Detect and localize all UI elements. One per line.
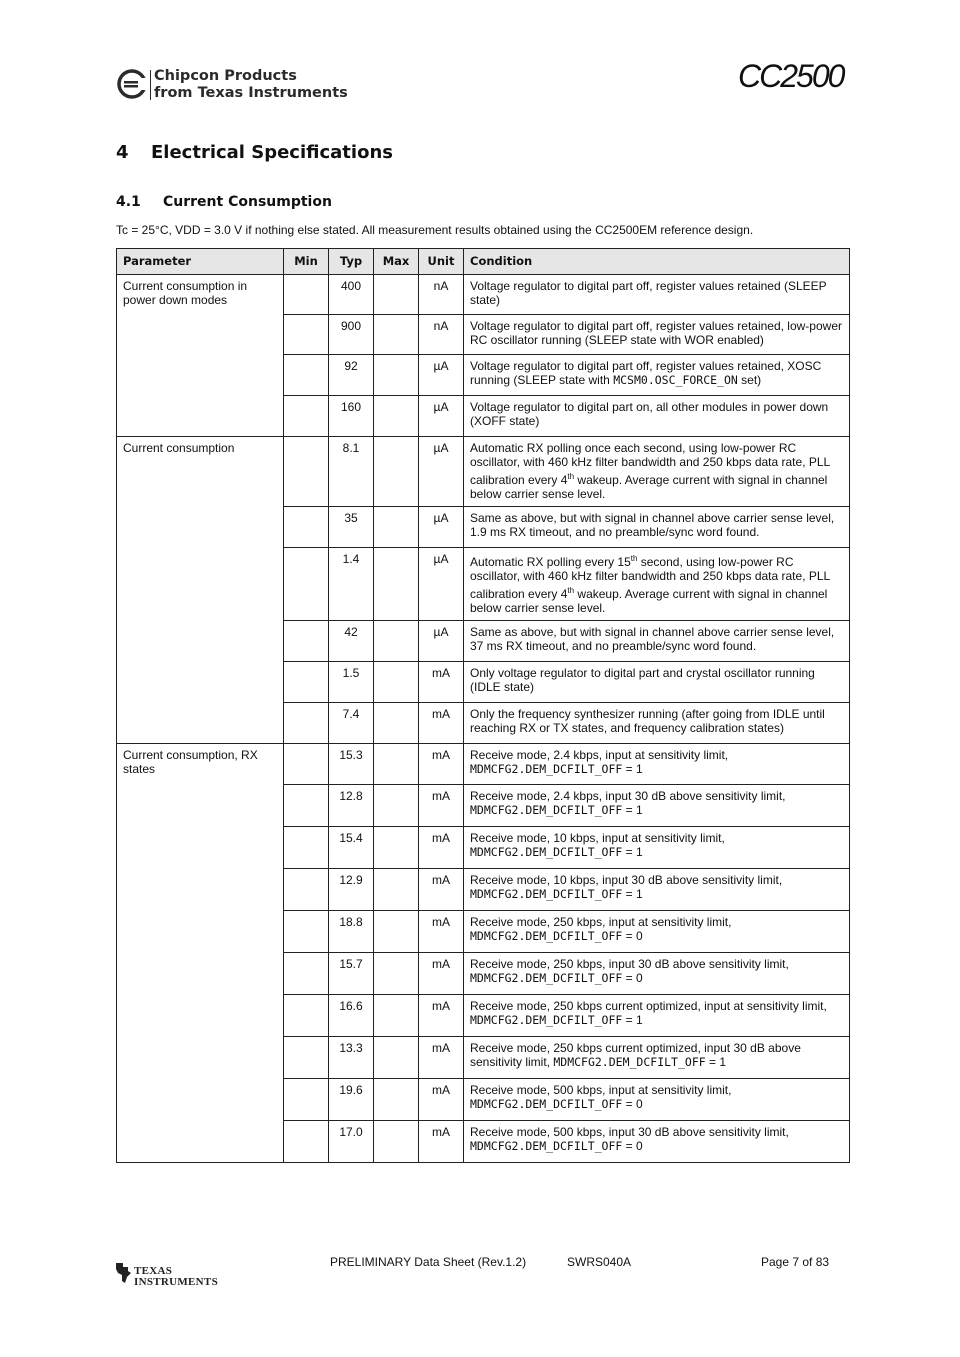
product-name: CC2500: [738, 58, 844, 94]
typ-cell: 400: [329, 274, 374, 314]
condition-text: Voltage regulator to digital part off, register values retained (SLEEP state): [470, 278, 827, 307]
ti-wordmark: [134, 1266, 218, 1288]
typ-cell: 12.8: [329, 784, 374, 826]
condition-text: Voltage regulator to digital part off, register values retained, low-power RC oscillator running (SLEEP state with WOR enabled): [470, 318, 842, 347]
condition-cell: [464, 868, 850, 910]
condition-text: Same as above, but with signal in channel above carrier sense level, 37 ms RX timeout, and no preamble/sync word found.: [470, 624, 835, 653]
min-cell: [284, 826, 329, 868]
condition-text: = 1: [622, 887, 643, 901]
typ-cell: 15.7: [329, 952, 374, 994]
max-cell: [374, 506, 419, 547]
max-cell: [374, 702, 419, 743]
min-cell: [284, 547, 329, 620]
condition-cell: [464, 620, 850, 661]
typ-cell: 1.4: [329, 547, 374, 620]
register-field: MDMCFG2.DEM_DCFILT_OFF: [470, 803, 623, 817]
condition-text: = 1: [622, 845, 643, 859]
typ-cell: 900: [329, 314, 374, 354]
company-name: [154, 68, 348, 102]
parameter-cell: Current consumption: [117, 436, 284, 743]
max-cell: [374, 1036, 419, 1078]
max-cell: [374, 826, 419, 868]
unit-cell: µA: [419, 436, 464, 506]
conditions-note: Tc = 25°C, VDD = 3.0 V if nothing else stated. All measurement results obtained using the CC2500EM reference design.: [116, 223, 754, 237]
footer-page-number: Page 7 of 83: [761, 1255, 830, 1269]
max-cell: [374, 994, 419, 1036]
unit-cell: mA: [419, 1120, 464, 1162]
ordinal-suffix: th: [567, 471, 575, 481]
condition-cell: [464, 994, 850, 1036]
register-field: MDMCFG2.DEM_DCFILT_OFF: [470, 845, 623, 859]
max-cell: [374, 395, 419, 436]
max-cell: [374, 868, 419, 910]
footer-doc-title: PRELIMINARY Data Sheet (Rev.1.2): [330, 1255, 527, 1269]
typ-cell: 160: [329, 395, 374, 436]
min-cell: [284, 1036, 329, 1078]
min-cell: [284, 743, 329, 784]
chipcon-logo: [116, 66, 356, 106]
max-cell: [374, 436, 419, 506]
unit-cell: mA: [419, 702, 464, 743]
condition-cell: [464, 910, 850, 952]
condition-cell: [464, 784, 850, 826]
company-line-1: Chipcon Products: [154, 68, 297, 84]
unit-cell: mA: [419, 994, 464, 1036]
current-consumption-table: [116, 248, 850, 1163]
unit-cell: µA: [419, 354, 464, 395]
condition-text: Automatic RX polling once each second, using low-power RC oscillator, with 460 kHz filter bandwidth and 250 kbps data rate, PLL calibration every 4: [470, 440, 830, 487]
condition-cell: [464, 952, 850, 994]
condition-text: Receive mode, 10 kbps, input 30 dB above sensitivity limit,: [470, 872, 783, 887]
typ-cell: 7.4: [329, 702, 374, 743]
condition-cell: [464, 661, 850, 702]
register-field: MDMCFG2.DEM_DCFILT_OFF: [470, 929, 623, 943]
condition-cell: [464, 1078, 850, 1120]
unit-cell: µA: [419, 620, 464, 661]
min-cell: [284, 274, 329, 314]
condition-cell: [464, 826, 850, 868]
condition-cell: [464, 274, 850, 314]
condition-text: Receive mode, 500 kbps, input 30 dB above sensitivity limit,: [470, 1124, 789, 1139]
condition-text: wakeup. Average current with signal in channel below carrier sense level.: [470, 586, 828, 615]
table-header-row: [117, 249, 850, 275]
max-cell: [374, 952, 419, 994]
condition-cell: [464, 314, 850, 354]
condition-text: = 1: [622, 1013, 643, 1027]
condition-text: wakeup. Average current with signal in channel below carrier sense level.: [470, 472, 828, 501]
section-number: 4: [116, 142, 129, 163]
condition-text: Only voltage regulator to digital part and crystal oscillator running (IDLE state): [470, 665, 815, 694]
min-cell: [284, 354, 329, 395]
min-cell: [284, 952, 329, 994]
condition-cell: [464, 547, 850, 620]
max-cell: [374, 910, 419, 952]
register-field: MDMCFG2.DEM_DCFILT_OFF: [470, 1097, 623, 1111]
condition-cell: [464, 743, 850, 784]
condition-text: Same as above, but with signal in channel above carrier sense level, 1.9 ms RX timeout, and no preamble/sync word found.: [470, 510, 835, 539]
texas-instruments-logo: [114, 1261, 218, 1293]
max-cell: [374, 784, 419, 826]
ti-line-2: INSTRUMENTS: [134, 1276, 218, 1288]
unit-cell: µA: [419, 395, 464, 436]
header-typ: Typ: [329, 249, 374, 275]
register-field: MDMCFG2.DEM_DCFILT_OFF: [553, 1055, 706, 1069]
typ-cell: 35: [329, 506, 374, 547]
condition-cell: [464, 395, 850, 436]
table-row: [117, 743, 850, 784]
max-cell: [374, 314, 419, 354]
condition-cell: [464, 506, 850, 547]
typ-cell: 15.3: [329, 743, 374, 784]
typ-cell: 42: [329, 620, 374, 661]
register-field: MDMCFG2.DEM_DCFILT_OFF: [470, 971, 623, 985]
ordinal-suffix: th: [630, 553, 638, 563]
typ-cell: 16.6: [329, 994, 374, 1036]
condition-text: = 0: [622, 929, 643, 943]
unit-cell: mA: [419, 952, 464, 994]
register-field: MDMCFG2.DEM_DCFILT_OFF: [470, 1139, 623, 1153]
ordinal-suffix: th: [567, 585, 575, 595]
unit-cell: mA: [419, 826, 464, 868]
min-cell: [284, 784, 329, 826]
unit-cell: nA: [419, 274, 464, 314]
max-cell: [374, 1120, 419, 1162]
condition-text: Receive mode, 250 kbps, input at sensitivity limit,: [470, 914, 732, 929]
min-cell: [284, 994, 329, 1036]
condition-text: = 0: [622, 971, 643, 985]
min-cell: [284, 1120, 329, 1162]
table-row: [117, 274, 850, 314]
company-line-2: from Texas Instruments: [154, 85, 348, 101]
unit-cell: mA: [419, 743, 464, 784]
max-cell: [374, 620, 419, 661]
min-cell: [284, 506, 329, 547]
header-parameter: Parameter: [117, 249, 284, 275]
max-cell: [374, 274, 419, 314]
header-min: Min: [284, 249, 329, 275]
condition-text: = 1: [705, 1055, 727, 1069]
min-cell: [284, 1078, 329, 1120]
typ-cell: 92: [329, 354, 374, 395]
condition-text: = 1: [622, 762, 643, 776]
register-field: MDMCFG2.DEM_DCFILT_OFF: [470, 762, 623, 776]
section-title: Electrical Specifications: [151, 142, 393, 163]
chipcon-c-icon: [116, 68, 148, 100]
register-field: MCSM0.OSC_FORCE_ON: [613, 373, 738, 387]
condition-cell: [464, 1120, 850, 1162]
condition-text: Receive mode, 2.4 kbps, input 30 dB above sensitivity limit,: [470, 788, 786, 803]
condition-text: = 1: [622, 803, 643, 817]
condition-text: Receive mode, 250 kbps, input 30 dB above sensitivity limit,: [470, 956, 789, 971]
min-cell: [284, 314, 329, 354]
typ-cell: 15.4: [329, 826, 374, 868]
footer-doc-code: SWRS040A: [567, 1255, 632, 1269]
ti-line-1: TEXAS: [134, 1265, 173, 1277]
condition-text: Voltage regulator to digital part on, all other modules in power down (XOFF state): [470, 399, 829, 428]
max-cell: [374, 743, 419, 784]
min-cell: [284, 868, 329, 910]
min-cell: [284, 702, 329, 743]
unit-cell: mA: [419, 910, 464, 952]
max-cell: [374, 547, 419, 620]
parameter-cell: Current consumption, RX states: [117, 743, 284, 1162]
condition-cell: [464, 1036, 850, 1078]
condition-text: = 0: [622, 1139, 643, 1153]
unit-cell: nA: [419, 314, 464, 354]
section-heading: [116, 142, 393, 163]
typ-cell: 17.0: [329, 1120, 374, 1162]
min-cell: [284, 436, 329, 506]
table-row: [117, 436, 850, 506]
header-unit: Unit: [419, 249, 464, 275]
ti-state-icon: [114, 1261, 132, 1285]
condition-text: Receive mode, 500 kbps, input at sensitivity limit,: [470, 1082, 732, 1097]
condition-text: Receive mode, 10 kbps, input at sensitivity limit,: [470, 830, 725, 845]
condition-text: = 0: [622, 1097, 643, 1111]
header-condition: Condition: [464, 249, 850, 275]
condition-text: Voltage regulator to digital part off, register values retained, XOSC running (SLEEP state with: [470, 358, 822, 387]
subsection-number: 4.1: [116, 194, 141, 210]
typ-cell: 13.3: [329, 1036, 374, 1078]
min-cell: [284, 910, 329, 952]
typ-cell: 1.5: [329, 661, 374, 702]
condition-cell: [464, 436, 850, 506]
condition-cell: [464, 354, 850, 395]
typ-cell: 8.1: [329, 436, 374, 506]
min-cell: [284, 620, 329, 661]
typ-cell: 19.6: [329, 1078, 374, 1120]
condition-text: Receive mode, 2.4 kbps, input at sensitivity limit,: [470, 747, 729, 762]
subsection-title: Current Consumption: [163, 194, 332, 210]
parameter-cell: Current consumption in power down modes: [117, 274, 284, 436]
min-cell: [284, 395, 329, 436]
condition-text: Automatic RX polling every 15: [470, 554, 631, 569]
unit-cell: mA: [419, 661, 464, 702]
register-field: MDMCFG2.DEM_DCFILT_OFF: [470, 1013, 623, 1027]
subsection-heading: [116, 194, 332, 210]
condition-text: set): [737, 373, 762, 387]
unit-cell: mA: [419, 1036, 464, 1078]
typ-cell: 18.8: [329, 910, 374, 952]
header-max: Max: [374, 249, 419, 275]
typ-cell: 12.9: [329, 868, 374, 910]
logo-divider: [150, 70, 151, 100]
condition-text: Receive mode, 250 kbps current optimized, input at sensitivity limit,: [470, 998, 827, 1013]
max-cell: [374, 1078, 419, 1120]
unit-cell: mA: [419, 784, 464, 826]
condition-text: second, using low-power RC oscillator, with 460 kHz filter bandwidth and 250 kbps data rate, PLL calibration every 4: [470, 554, 830, 601]
unit-cell: mA: [419, 1078, 464, 1120]
max-cell: [374, 661, 419, 702]
register-field: MDMCFG2.DEM_DCFILT_OFF: [470, 887, 623, 901]
unit-cell: µA: [419, 547, 464, 620]
unit-cell: µA: [419, 506, 464, 547]
min-cell: [284, 661, 329, 702]
condition-cell: [464, 702, 850, 743]
max-cell: [374, 354, 419, 395]
condition-text: Receive mode, 250 kbps current optimized, input 30 dB above sensitivity limit,: [470, 1040, 801, 1069]
unit-cell: mA: [419, 868, 464, 910]
condition-text: Only the frequency synthesizer running (after going from IDLE until reaching RX or TX states, and frequency calibration states): [470, 706, 825, 735]
